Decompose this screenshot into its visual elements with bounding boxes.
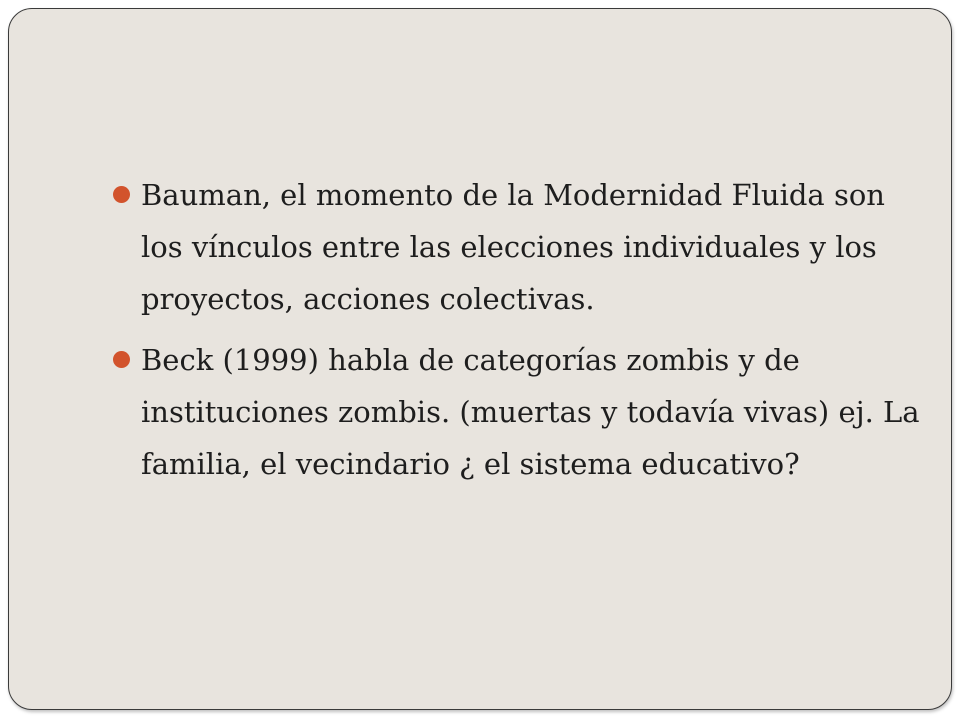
slide-panel — [8, 8, 952, 710]
bullet-item-beck — [109, 334, 929, 490]
bullet-list — [109, 169, 929, 499]
bullet-dot-icon — [113, 351, 130, 368]
bullet-text: Bauman, el momento de la Modernidad Fluida son los vínculos entre las elecciones individuales y los proyectos, acciones colectivas. — [141, 178, 885, 316]
bullet-dot-icon — [113, 186, 130, 203]
bullet-text: Beck (1999) habla de categorías zombis y de instituciones zombis. (muertas y todavía vivas) ej. La familia, el vecindario ¿ el sistema educativo? — [141, 343, 920, 481]
bullet-item-bauman — [109, 169, 929, 325]
